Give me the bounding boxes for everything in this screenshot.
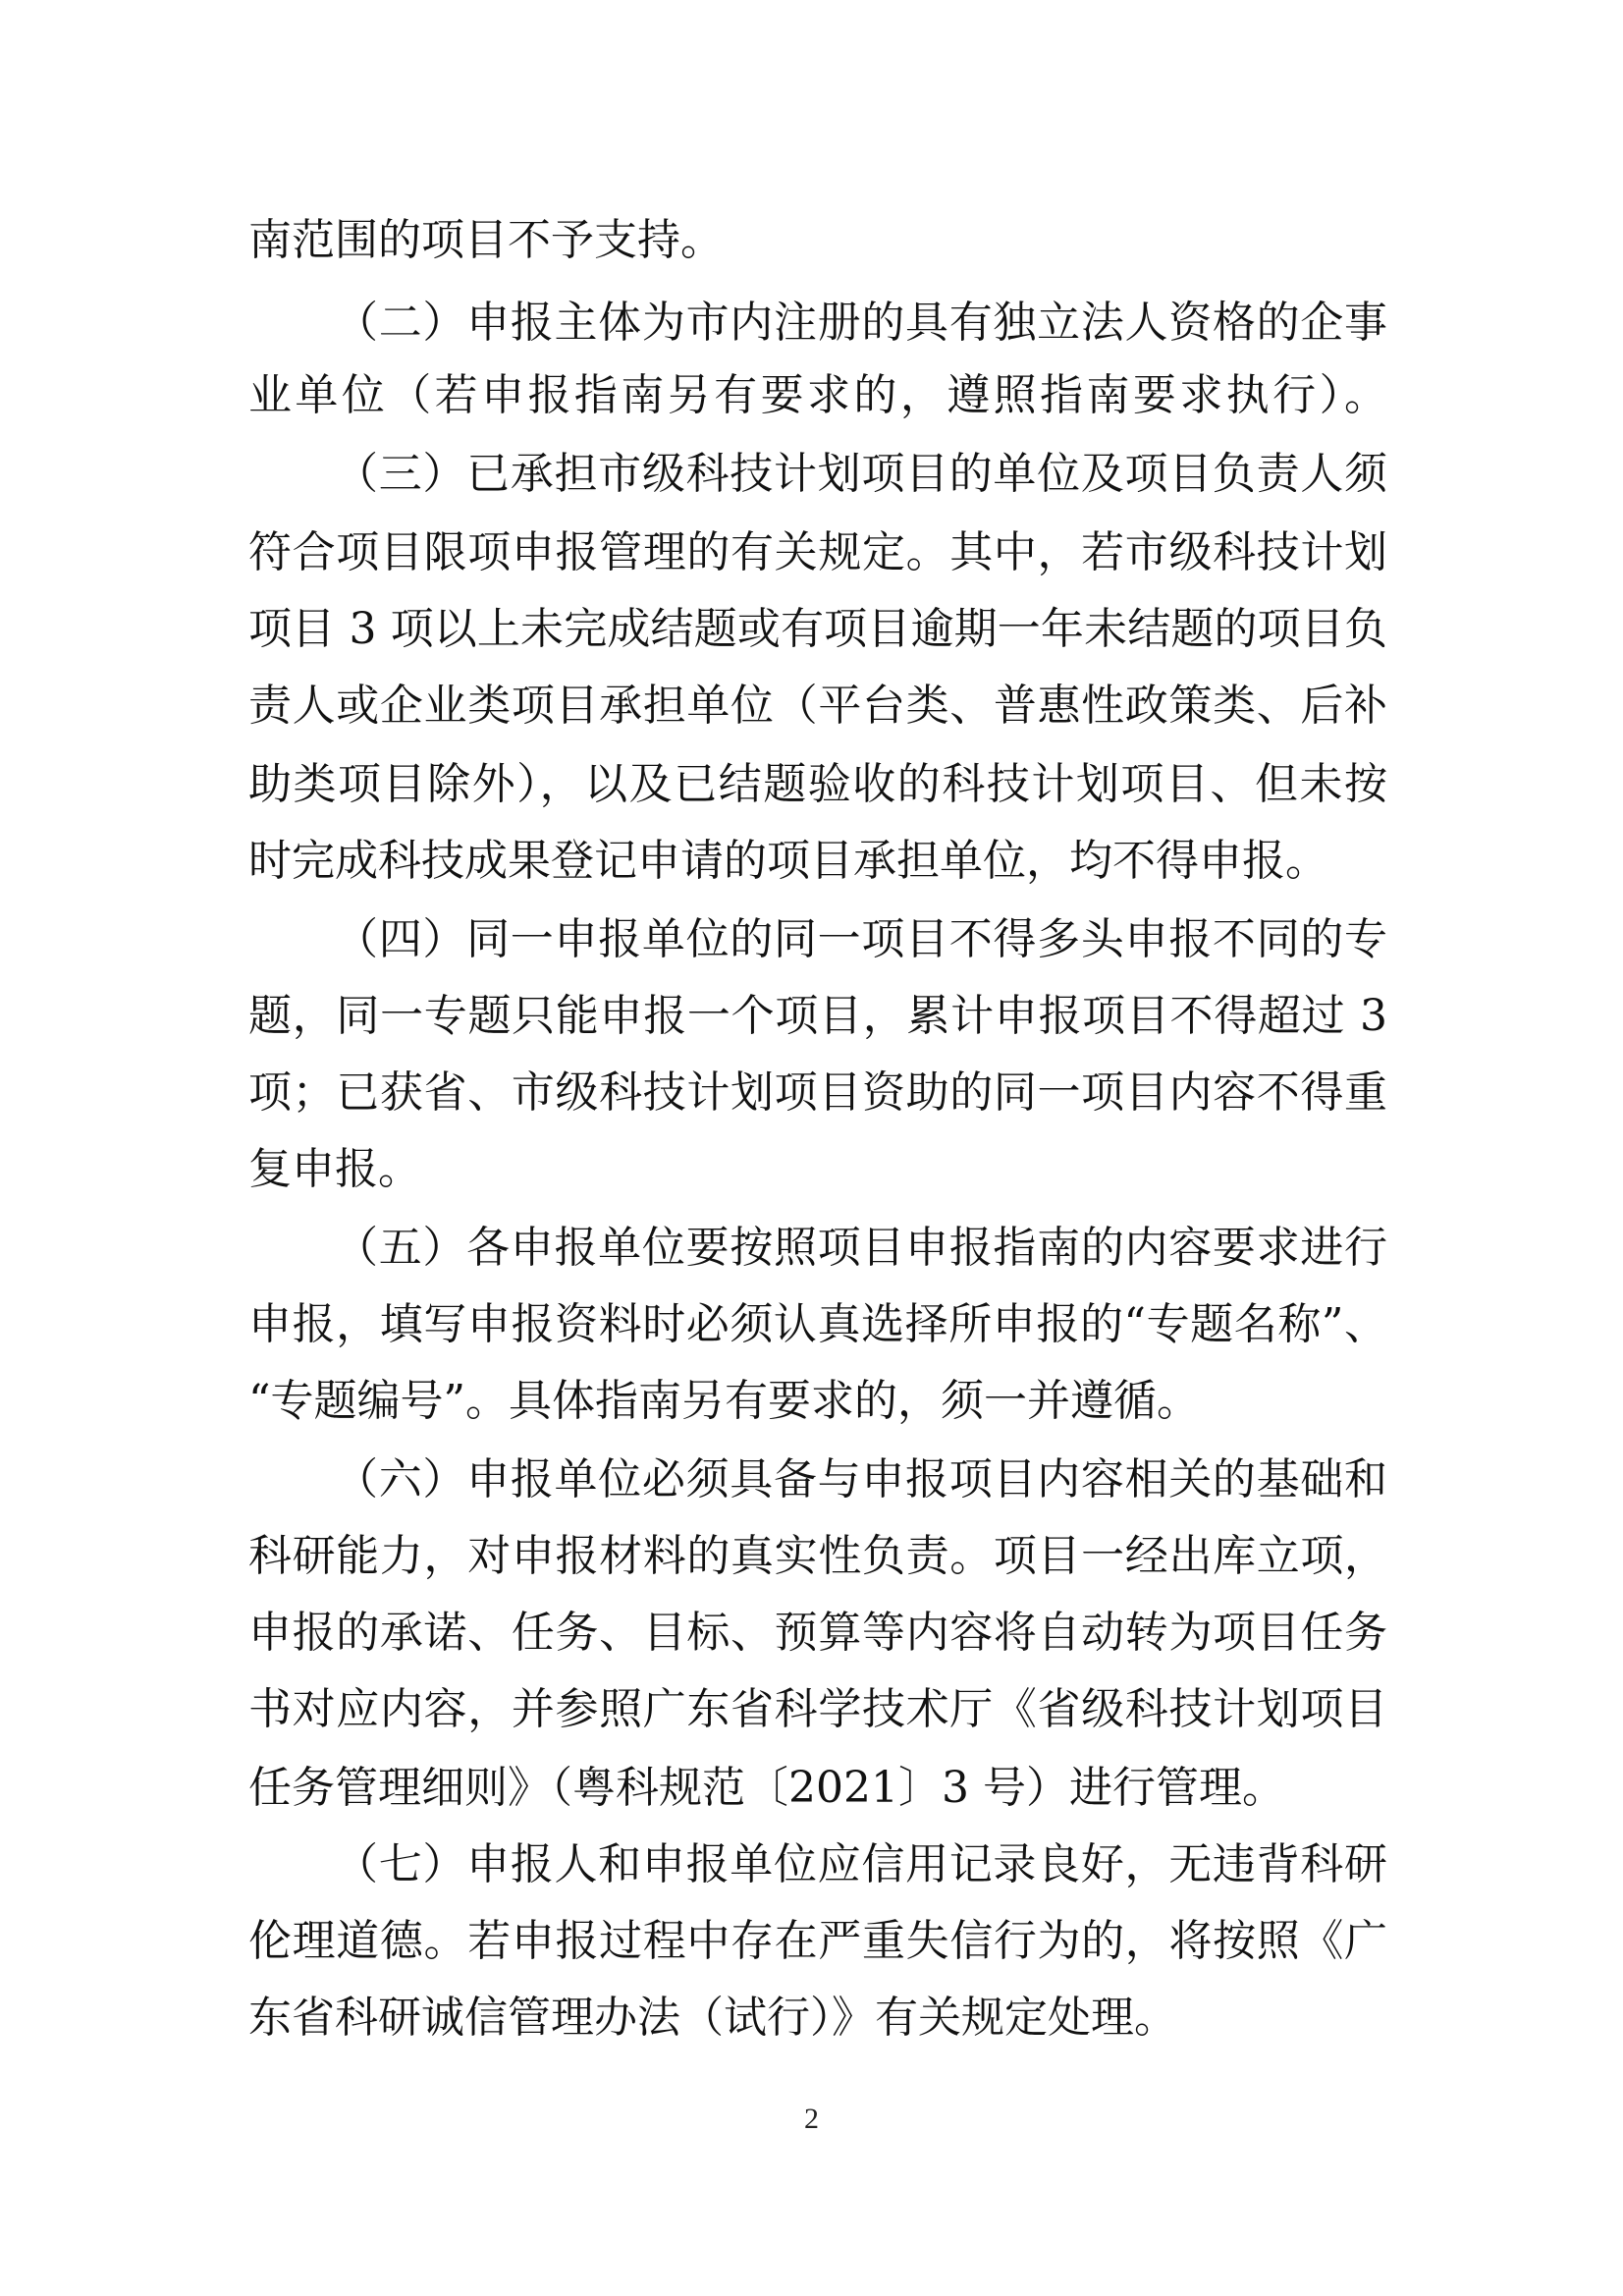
text-line: （三）已承担市级科技计划项目的单位及项目负责人须	[335, 449, 1387, 499]
page-number: 2	[804, 2103, 819, 2135]
text-line: 业单位（若申报指南另有要求的，遵照指南要求执行）。	[248, 370, 1387, 420]
text-line: 书对应内容，并参照广东省科学技术厅《省级科技计划项目	[248, 1684, 1387, 1734]
text-line: 科研能力，对申报材料的真实性负责。项目一经出库立项，	[248, 1531, 1387, 1581]
text-line: 南范围的项目不予支持。	[248, 215, 724, 265]
text-line: 东省科研诚信管理办法（试行）》有关规定处理。	[248, 1993, 1177, 2043]
text-line: （四）同一申报单位的同一项目不得多头申报不同的专	[335, 914, 1387, 964]
text-line: 复申报。	[248, 1144, 421, 1194]
text-line: 时完成科技成果登记申请的项目承担单位，均不得申报。	[248, 836, 1328, 886]
text-line: 申报的承诺、任务、目标、预算等内容将自动转为项目任务	[248, 1608, 1387, 1658]
text-line: 题，同一专题只能申报一个项目，累计申报项目不得超过 3	[248, 991, 1387, 1041]
text-line: 申报，填写申报资料时必须认真选择所申报的“专题名称”、	[248, 1299, 1387, 1349]
text-line: （五）各申报单位要按照项目申报指南的内容要求进行	[335, 1223, 1387, 1273]
text-line: （六）申报单位必须具备与申报项目内容相关的基础和	[335, 1454, 1387, 1504]
text-line: 符合项目限项申报管理的有关规定。其中，若市级科技计划	[248, 527, 1387, 577]
text-line: 伦理道德。若申报过程中存在严重失信行为的，将按照《广	[248, 1916, 1387, 1966]
text-line: 项；已获省、市级科技计划项目资助的同一项目内容不得重	[248, 1067, 1387, 1118]
text-line: （七）申报人和申报单位应信用记录良好，无违背科研	[335, 1839, 1387, 1889]
text-line: 责人或企业类项目承担单位（平台类、普惠性政策类、后补	[248, 681, 1387, 731]
text-line: （二）申报主体为市内注册的具有独立法人资格的企事	[335, 298, 1387, 348]
text-line: 助类项目除外），以及已结题验收的科技计划项目、但未按	[248, 759, 1387, 809]
text-line: 任务管理细则》（粤科规范〔2021〕3 号）进行管理。	[248, 1763, 1285, 1813]
text-line: 项目 3 项以上未完成结题或有项目逾期一年未结题的项目负	[248, 604, 1387, 654]
text-line: “专题编号”。具体指南另有要求的，须一并遵循。	[248, 1376, 1200, 1426]
